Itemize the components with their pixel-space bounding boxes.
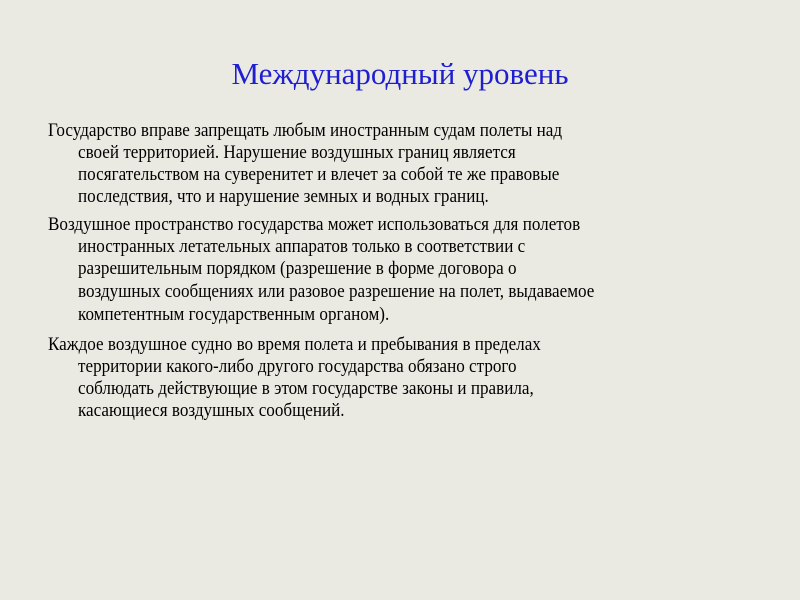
text-line: Государство вправе запрещать любым иностранным судам полеты над [48, 120, 563, 141]
text-line: воздушных сообщениях или разовое разрешение на полет, выдаваемое [78, 281, 595, 302]
text-line: соблюдать действующие в этом государстве законы и правила, [78, 378, 534, 399]
text-line: Воздушное пространство государства может использоваться для полетов [48, 214, 581, 235]
text-line: разрешительным порядком (разрешение в форме договора о [78, 258, 517, 279]
text-line: касающиеся воздушных сообщений. [78, 400, 345, 421]
text-line: территории какого-либо другого государства обязано строго [78, 356, 517, 377]
paragraph-2 [48, 214, 788, 326]
text-line: иностранных летательных аппаратов только в соответствии с [78, 236, 526, 257]
text-line: Каждое воздушное судно во время полета и пребывания в пределах [48, 334, 541, 355]
paragraph-3 [48, 334, 788, 422]
text-line: посягательством на суверенитет и влечет за собой те же правовые [78, 164, 560, 185]
text-line: своей территорией. Нарушение воздушных границ является [78, 142, 516, 163]
text-line: компетентным государственным органом). [78, 304, 390, 325]
slide-title: Международный уровень [231, 56, 569, 91]
text-line: последствия, что и нарушение земных и водных границ. [78, 186, 489, 207]
paragraph-1 [48, 120, 788, 208]
